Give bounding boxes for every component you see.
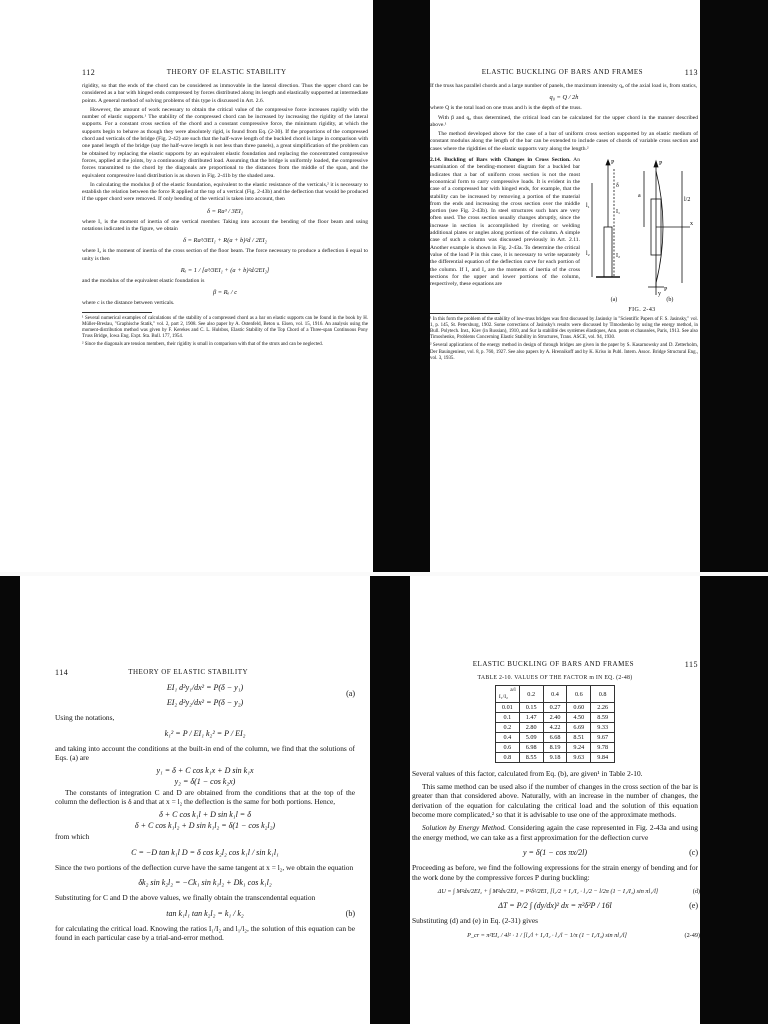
subsection-title: Solution by Energy Method. xyxy=(422,822,507,832)
table-cell: 2.80 xyxy=(519,723,543,733)
table-cell: 8.19 xyxy=(543,743,567,753)
paragraph: where I₁ is the moment of inertia of one vertical member. Taking into account the bending of the floor beam and using notations indicated in the figure, we obtain xyxy=(82,218,368,233)
paragraph: from which xyxy=(55,831,90,841)
running-head: THEORY OF ELASTIC STABILITY xyxy=(166,68,287,76)
footnote: ² Since the diagonals are tension members, their rigidity is small in comparison with that of the struts and can be neglected. xyxy=(82,341,323,347)
figure-label: a xyxy=(638,193,641,200)
page-header xyxy=(55,668,355,677)
factor-table xyxy=(495,685,615,763)
table-cell: 2.40 xyxy=(543,713,567,723)
paragraph: Proceeding as before, we find the following expressions for the strain energy of bending and for the work done by the compressive forces P during buckling: xyxy=(412,863,698,882)
page-header xyxy=(82,68,368,77)
row-header: 0.01 xyxy=(495,703,519,713)
footnote-rule xyxy=(82,312,152,313)
paragraph: where Q is the total load on one truss and h is the depth of the truss. xyxy=(430,105,582,112)
scan-border-bottom-mid xyxy=(370,575,410,1024)
page-number: 114 xyxy=(55,668,69,677)
table-row xyxy=(495,713,614,723)
paragraph: Since the two portions of the deflection curve have the same tangent at x = l₂, we obtain the equation xyxy=(55,862,354,872)
page-115 xyxy=(412,660,698,1024)
table-cell: 0.27 xyxy=(543,703,567,713)
paragraph: and the modulus of the equivalent elastic foundation is xyxy=(82,277,205,284)
equation-label: (b) xyxy=(345,908,355,918)
equation: Rₑ = 1 / [a³/3EI₁ + (a + b)²d/2EI₂] xyxy=(180,266,270,274)
table-cell: 0.60 xyxy=(567,703,591,713)
footnote: ¹ Several numerical examples of calculations of the stability of a compressed chord as a bar on elastic supports can be found in the book by H. Müller-Breslau, "Graphische Statik," vol. 2, part 2, 1908. See also paper by A. Ostenfeld, Beton u. Eisen, vol. 15, 1916. An analysis using the moment-distribution method was given by F. Kerekes and C. L. Hulsbos, Elastic Stability of the Top Chord of a Three-span Continuous Pony Truss Bridge, Iowa Eng. Expt. Sta. Bull. 177, 1954. xyxy=(82,315,368,339)
equation-text: P_cr = π²EI₂ / 4l² · 1 / [l₂/l + I₁/I₂ · l₁/l − 1/π (1 − I₁/I₂) sin πl₁/l] xyxy=(467,931,627,939)
table-cell: 4.22 xyxy=(543,723,567,733)
equation xyxy=(412,848,698,857)
table-cell: 2.26 xyxy=(591,703,615,713)
paragraph-text: Considering again the case represented in Fig. 2-43a and using the energy method, we can take as a first approximation for the deflection curve xyxy=(412,822,698,842)
figure-label: l₂ xyxy=(586,251,590,258)
table-cell: 9.33 xyxy=(591,723,615,733)
equation xyxy=(55,683,355,698)
equation: EI₂ d²y₂/dx² = P(δ − y₂) xyxy=(166,698,244,707)
table-cell: 5.09 xyxy=(519,733,543,743)
equation: β = Rₑ / c xyxy=(212,289,238,297)
table-cell: 9.67 xyxy=(591,733,615,743)
figure-label: P xyxy=(659,161,663,168)
column-header: 0.4 xyxy=(543,686,567,703)
equation-text: y = δ(1 − cos πx/2l) xyxy=(522,848,588,858)
equation: δk₂ sin k₂l₂ = −Ck₁ sin k₁l₂ + Dk₁ cos k₁l₂ xyxy=(138,878,272,888)
equation-text: ΔU = ∫ M²dx/2EI₂ + ∫ M²dx/2EI₁ = P²δ²/2EI₁ [l₂/2 + I₁/I₂ · l₁/2 − l/2π (1 − I₁/I₂) sin πl₁/l] xyxy=(437,888,659,896)
table-cell: 9.84 xyxy=(591,753,615,763)
page-header xyxy=(412,660,698,669)
section-title: 2.14. Buckling of Bars with Changes in Cross Section. xyxy=(430,157,571,164)
footnote-rule xyxy=(430,313,500,314)
paragraph: and taking into account the conditions at the built-in end of the column, we find that the solutions of Eqs. (a) are xyxy=(55,743,355,763)
page-number: 113 xyxy=(684,68,698,77)
table-header-row xyxy=(495,686,614,703)
table-row xyxy=(495,743,614,753)
corner-top-label: a/l xyxy=(510,687,516,693)
figure-2-43 xyxy=(586,157,698,314)
table-cell: 9.63 xyxy=(567,753,591,763)
paragraph: for calculating the critical load. Knowing the ratios I₁/I₂ and l₁/l₂, the solution of this equation can be found in each particular case by a trial-and-error method. xyxy=(55,923,355,943)
scan-border-bottom-left xyxy=(0,575,20,1024)
table-cell: 9.18 xyxy=(543,753,567,763)
equation-label: (2-49) xyxy=(684,931,700,939)
paragraph: Substituting for C and D the above values, we finally obtain the transcendental equation xyxy=(55,893,316,903)
paragraph: where I₂ is the moment of inertia of the cross section of the floor beam. The force necessary to produce a deflection δ equal to unity is then xyxy=(82,248,368,262)
table-cell: 6.98 xyxy=(519,743,543,753)
equation: δ + C cos k₁l + D sin k₁l = δ xyxy=(159,809,251,819)
equation-label: (a) xyxy=(346,689,355,698)
equation xyxy=(412,932,698,939)
page-112 xyxy=(82,68,368,548)
table-row xyxy=(495,723,614,733)
footnote: ² Several applications of the energy method in design of through bridges are given in the paper by S. Kasarnowsky and D. Zetterholm, Der Bauingenieur, vol. 8, p. 760, 1927. See also papers by A. Hrennikoff and by K. Kriso in Publ. Intern. Assoc. Bridge Structural Eng., vol. 3, 1935. xyxy=(430,343,698,361)
equation-text: EI₁ d²y₁/dx² = P(δ − y₁) xyxy=(166,683,244,692)
section-text: An examination of the bending-moment diagram for a buckled bar indicates that a bar of uniform cross section is not the most economical form to carry compressive loads. It is evident in the case of a compressed bar with hinged ends, for example, that the stability can be increased by removing a portion of the material from the ends and increasing the cross section over the middle portion (see Fig. 2-43b). In steel structures such bars are very often used. The cross section usually changes abruptly, since the increase in section is accomplished by riveting or welding additional plates or angles along portions of the column. A simple case of such a column was discussed previously in Art. 2.11. Another example is shown in Fig. 2-43a. To determine the critical value of the load P in this case, it is necessary to write separately the differential equation of the deflection curve for each portion of the column. If I₁ and I₂ are the moments of inertia of the cross sections for the upper and lower portions of the column, respectively, these equations are xyxy=(430,157,581,288)
paragraph: The constants of integration C and D are obtained from the conditions that at the top of the column the deflection is δ and that at x = l₂ the deflection is the same for both portions. Hence, xyxy=(55,787,355,807)
figure-label: l/2 xyxy=(684,197,691,204)
figure-label: I₂ xyxy=(616,253,621,260)
equation-label: (c) xyxy=(689,848,698,858)
running-head: ELASTIC BUCKLING OF BARS AND FRAMES xyxy=(472,660,634,668)
equation: δ + C cos k₁l₂ + D sin k₁l₂ = δ(1 − cos k₂l₂) xyxy=(134,820,276,830)
page-number: 115 xyxy=(684,660,698,669)
table-cell: 9.78 xyxy=(591,743,615,753)
row-header: 0.1 xyxy=(495,713,519,723)
table-row xyxy=(495,703,614,713)
paragraph: where c is the distance between verticals. xyxy=(82,300,175,307)
table-cell: 6.68 xyxy=(543,733,567,743)
figure-sublabel-a: (a) xyxy=(610,297,618,304)
table-cell: 1.47 xyxy=(519,713,543,723)
paragraph: In calculating the modulus β of the elastic foundation, equivalent to the elastic resistance of the verticals,² it is necessary to establish the relation between the force R applied at the top of a vertical (Fig. 2-43b) and the deflection that would be produced if the upper chord were removed. If only bending of the vertical is taken into account, then xyxy=(82,181,368,203)
equation xyxy=(55,909,355,918)
page-113 xyxy=(430,68,698,568)
column-header: 0.6 xyxy=(567,686,591,703)
table-cell: 8.59 xyxy=(591,713,615,723)
figure-label: P xyxy=(611,160,615,167)
equation: δ = Ra³ / 3EI₁ xyxy=(207,207,243,215)
page-header xyxy=(430,68,698,77)
table-cell: 0.15 xyxy=(519,703,543,713)
equation-text: ΔT = P/2 ∫ (dy/dx)² dx = π²δ²P / 16l xyxy=(498,901,612,911)
column-header: 0.2 xyxy=(519,686,543,703)
page-114 xyxy=(55,668,355,1024)
paragraph xyxy=(412,823,698,842)
figure-label: y xyxy=(658,291,661,298)
scan-gap xyxy=(0,572,768,576)
equation-label: (e) xyxy=(689,901,698,911)
column-header: 0.8 xyxy=(591,686,615,703)
page-number: 112 xyxy=(82,68,96,77)
paragraph: Several values of this factor, calculated from Eq. (b), are given¹ in Table 2-10. xyxy=(412,769,643,778)
table-cell: 9.24 xyxy=(567,743,591,753)
table-cell: 8.51 xyxy=(567,733,591,743)
table-row xyxy=(495,733,614,743)
figure-caption: FIG. 2-43 xyxy=(628,307,656,314)
table-row xyxy=(495,753,614,763)
figure-label: I₁ xyxy=(616,209,621,216)
equation: y₁ = δ + C cos k₁x + D sin k₁x xyxy=(156,765,254,775)
equation-text: tan k₁l₁ tan k₂l₂ = k₁ / k₂ xyxy=(166,908,244,918)
row-header: 0.4 xyxy=(495,733,519,743)
equation: y₂ = δ(1 − cos k₂x) xyxy=(174,776,236,786)
row-header: 0.6 xyxy=(495,743,519,753)
equation: C = −D tan k₁l D = δ cos k₂l₂ cos k₁l / sin k₁l₁ xyxy=(131,847,279,857)
row-header: 0.2 xyxy=(495,723,519,733)
table-title: TABLE 2-10. VALUES OF THE FACTOR m IN EQ. (2-48) xyxy=(477,675,633,681)
paragraph: If the truss has parallel chords and a large number of panels, the maximum intensity q₀ of the axial load is, from statics, xyxy=(430,83,698,89)
figure-label: x xyxy=(690,221,693,228)
figure-label: δ xyxy=(616,183,619,190)
equation xyxy=(412,901,698,910)
table-cell: 6.69 xyxy=(567,723,591,733)
equation-label: (d) xyxy=(692,888,700,896)
table-cell: 4.50 xyxy=(567,713,591,723)
scan-border-right xyxy=(700,0,768,1024)
scan-border-top-right xyxy=(373,0,430,575)
paragraph: With β and q₀ thus determined, the critical load can be calculated for the upper chord in the manner described above.¹ xyxy=(430,114,698,128)
equation: δ = Ra³/3EI₁ + R(a + b)²d / 2EI₂ xyxy=(183,237,267,245)
corner-bottom-label: I₁/I₂ xyxy=(498,694,508,700)
figure-label: l₁ xyxy=(586,203,590,210)
paragraph: Using the notations, xyxy=(55,713,115,722)
section-2-14 xyxy=(430,157,698,314)
running-head: THEORY OF ELASTIC STABILITY xyxy=(128,668,249,676)
equation: k₁² = P / EI₁ k₂² = P / EI₂ xyxy=(164,728,246,738)
equation xyxy=(412,888,698,895)
paragraph: Substituting (d) and (e) in Eq. (2-31) gives xyxy=(412,916,539,926)
paragraph: However, the amount of work necessary to obtain the critical value of the compressive force increases rapidly with the number of elastic supports.¹ The stability of the compressed chord can be increased by increasing the rigidity of the lateral supports. For a constant cross section of the chord and a constant compressive force, the minimum rigidity, at which the supports begin to behave as though they were absolutely rigid, is found from Eq. (2-30). If the proportions of the compressed chord and verticals of the bridge (Fig. 2-42) are such that the half-wave length of the buckled chord is large in comparison with one panel length of the bridge (say the half-wave length is not less than three panels), a great simplification of the problem can be obtained by replacing the elastic supports by an equivalent elastic foundation and replacing the concentrated compressive forces, applied at the joints, by a continuously distributed load. Assuming that the bridge is uniformly loaded, the compressive forces transmitted to the chord by the diagonals are proportional to the distances from the middle of the span, and the equivalent compressive load distribution is as shown in Fig. 2-41b by the shaded area. xyxy=(82,106,368,179)
paragraph: The method developed above for the case of a bar of uniform cross section supported by an elastic medium of constant modulus along the length of the bar can be extended to include cases of chords of variable cross section and cases where the rigidities of the elastic supports vary along the length.² xyxy=(430,131,698,152)
paragraph: rigidity, so that the ends of the chord can be considered as immovable in the lateral direction. Thus the upper chord can be considered as a bar with hinged ends compressed by forces distributed along its length and elastically supported at intermediate points. A general method of solving problems of this type is discussed in Art. 2.6. xyxy=(82,83,368,104)
row-header: 0.8 xyxy=(495,753,519,763)
column-diagram xyxy=(586,157,698,297)
running-head: ELASTIC BUCKLING OF BARS AND FRAMES xyxy=(481,68,643,76)
footnote: ¹ In this form the problem of the stability of low-truss bridges was first discussed by Jasinsky in "Scientific Papers of F. S. Jasinsky," vol. 1, p. 145, St. Petersburg, 1902. Some corrections of Jasinsky's results were discussed by Timoshenko by using the energy method, in Bull. Polytech. Inst., Kiev (in Russian), 1910, and Sur la stabilité des systèmes élastiques, Ann. ponts et chaussées, Paris, 1913. See also Timoshenko, Problems Concerning Elastic Stability in Structures, Trans. ASCE, vol. 94, 1930. xyxy=(430,317,699,341)
paragraph: This same method can be used also if the number of changes in the cross section of the bar is greater than that considered above. Naturally, with an increase in the number of changes, the derivation of the equation for calculating the critical load and the solution of this equation become more complicated,² so that it is advisable to use one of the approximate methods. xyxy=(412,781,698,820)
table-cell: 8.55 xyxy=(519,753,543,763)
figure-label: P xyxy=(664,287,668,294)
equation: q₀ = Q / 2h xyxy=(549,94,579,102)
table-corner xyxy=(495,686,519,703)
figure-sublabel-b: (b) xyxy=(666,297,674,304)
